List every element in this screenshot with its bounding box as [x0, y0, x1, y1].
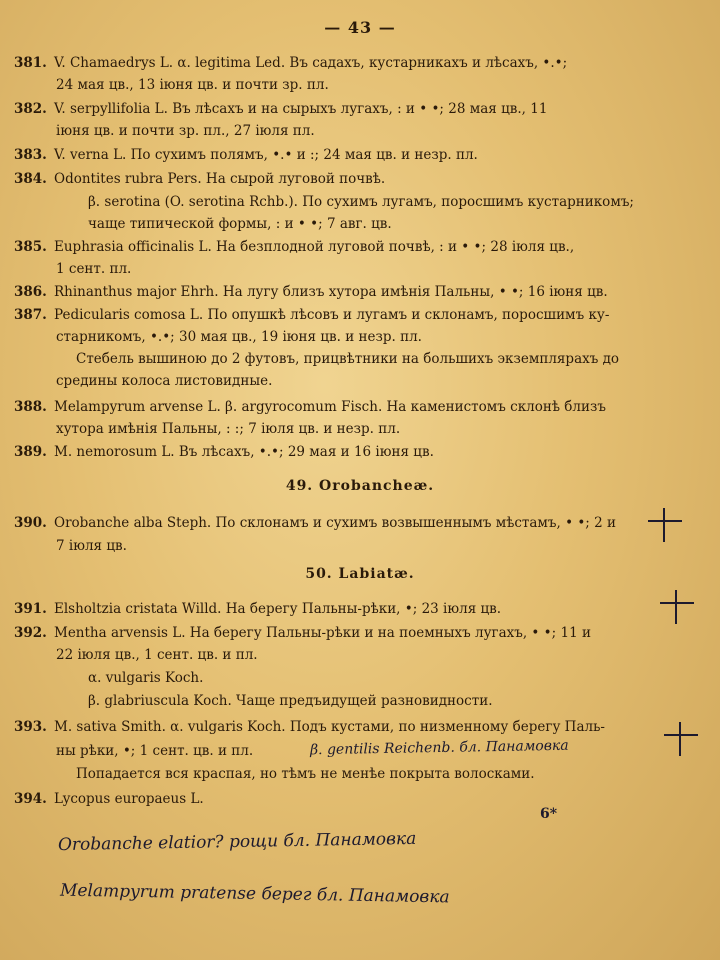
entry-394: 394. Lycopus europaeus L.	[14, 791, 204, 807]
entry-381: 381. V. Chamaedrys L. α. legitima Led. Въ садахъ, кустарникахъ и лѣсахъ, •.•;	[14, 55, 568, 71]
entry-390: 390. Orobanche alba Steph. По склонамъ и сухимъ возвышеннымъ мѣстамъ, • •; 2 и	[14, 515, 617, 531]
entry-382-cont: іюня цв. и почти зр. пл., 27 іюля пл.	[56, 123, 315, 139]
entry-387-note: Стебель вышиною до 2 футовъ, прицвѣтники на большихъ экземплярахъ до	[76, 351, 620, 367]
entry-385: 385. Euphrasia officinalis L. На безплодной луговой почвѣ, : и • •; 28 іюля цв.,	[14, 239, 575, 255]
family-heading-labiatae: 50. Labiatæ.	[305, 566, 415, 582]
entry-387-note-cont: средины колоса листовидные.	[56, 373, 273, 389]
entry-384: 384. Odontites rubra Pers. На сырой луговой почвѣ.	[14, 171, 386, 187]
entry-392: 392. Mentha arvensis L. На берегу Пальны-рѣки и на поемныхъ лугахъ, • •; 11 и	[14, 625, 591, 641]
entry-392-beta: β. glabriuscula Koch. Чаще предъидущей разновидности.	[88, 693, 493, 709]
handwritten-cross-mark	[664, 722, 698, 756]
entry-384-cont: чаще типической формы, : и • •; 7 авг. цв.	[88, 216, 392, 232]
entry-392-alpha: α. vulgaris Koch.	[88, 670, 204, 686]
entry-383: 383. V. verna L. По сухимъ полямъ, •.• и :; 24 мая цв. и незр. пл.	[14, 147, 478, 163]
handwritten-note-orobanche: Orobanche elatior? рощи бл. Панамовка	[57, 828, 417, 856]
entry-391: 391. Elsholtzia cristata Willd. На берегу Пальны-рѣки, •; 23 іюля цв.	[14, 601, 502, 617]
entry-388-cont: хутора имѣнія Пальны, : :; 7 іюля цв. и незр. пл.	[56, 421, 401, 437]
entry-388: 388. Melampyrum arvense L. β. argyrocomum Fisch. На каменистомъ склонѣ близъ	[14, 399, 606, 415]
entry-389: 389. M. nemorosum L. Въ лѣсахъ, •.•; 29 мая и 16 іюня цв.	[14, 444, 434, 460]
entry-386: 386. Rhinanthus major Ehrh. На лугу близъ хутора имѣнія Пальны, • •; 16 іюня цв.	[14, 284, 608, 300]
entry-384-beta: β. serotina (O. serotina Rchb.). По сухимъ лугамъ, поросшимъ кустарникомъ;	[88, 194, 634, 210]
page-number: — 43 —	[324, 18, 396, 37]
entry-387: 387. Pedicularis comosa L. По опушкѣ лѣсовъ и лугамъ и склонамъ, поросшимъ ку-	[14, 307, 610, 323]
entry-393-note: Попадается вся краспая, но тѣмъ не менѣе покрыта волосками.	[76, 766, 535, 782]
handwritten-note-melampyrum: Melampyrum pratense берег бл. Панамовка	[59, 880, 450, 908]
handwritten-cross-mark	[660, 590, 694, 624]
entry-381-cont: 24 мая цв., 13 іюня цв. и почти зр. пл.	[56, 77, 329, 93]
entry-392-cont: 22 іюля цв., 1 сент. цв. и пл.	[56, 647, 258, 663]
entry-393: 393. M. sativa Smith. α. vulgaris Koch. Подъ кустами, по низменному берегу Паль-	[14, 719, 605, 735]
handwritten-cross-mark	[648, 508, 682, 542]
handwritten-note-393: β. gentilis Reichenb. бл. Панамовка	[309, 737, 569, 759]
family-heading-orobancheae: 49. Orobancheæ.	[285, 478, 435, 494]
entry-393-cont: ны рѣки, •; 1 сент. цв. и пл.	[56, 743, 254, 759]
signature-mark: 6*	[540, 806, 558, 822]
entry-390-cont: 7 іюля цв.	[56, 538, 127, 554]
entry-382: 382. V. serpyllifolia L. Въ лѣсахъ и на сырыхъ лугахъ, : и • •; 28 мая цв., 11	[14, 101, 548, 117]
entry-385-cont: 1 сент. пл.	[56, 261, 132, 277]
entry-387-cont: старникомъ, •.•; 30 мая цв., 19 іюня цв. и незр. пл.	[56, 329, 422, 345]
